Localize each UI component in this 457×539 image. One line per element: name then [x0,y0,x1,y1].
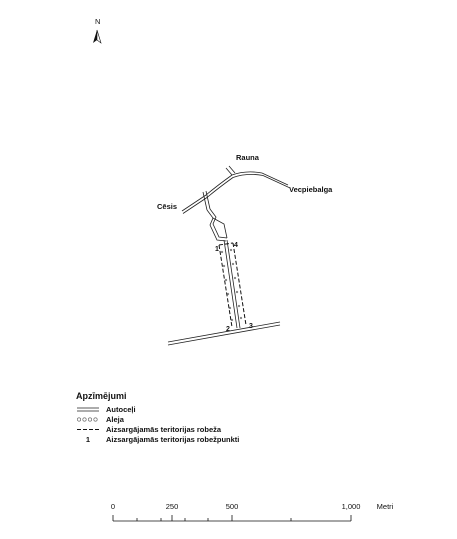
north-label: N [95,17,101,26]
legend-label: Aleja [106,414,124,424]
place-label-rauna: Rauna [236,153,259,162]
dashed-boundary-icon [76,425,100,433]
road-symbol-icon [76,405,100,413]
alley-trees [221,249,242,321]
legend-item-alley [76,414,124,424]
legend-label: Aizsargājamās teritorijas robeža [106,424,222,434]
scale-unit-label: Metri [376,502,394,511]
place-label-vecpiebalga: Vecpiebalga [289,185,333,194]
legend-item-roads [76,404,136,414]
scale-tick-label: 500 [225,502,239,511]
legend-item-boundary [76,424,221,434]
point-number-symbol: 1 [85,435,91,444]
roads [168,166,289,345]
legend-label: Autoceļi [106,404,136,414]
legend-label: Aizsargājamās teritorijas robežpunkti [106,434,240,444]
legend-item-points [76,434,239,444]
boundary-point-2: 2 [226,326,230,333]
legend-title: Apzīmējumi [76,391,127,401]
scale-tick-label: 250 [165,502,179,511]
boundary-point-1: 1 [215,246,219,253]
boundary-point-4: 4 [234,242,238,249]
place-label-cesis: Cēsis [157,202,178,211]
scale-tick-label: 1,000 [341,502,361,511]
north-arrow-icon [93,17,101,43]
alley-symbol-icon [76,415,100,423]
scale-bar [113,515,351,521]
boundary-point-3: 3 [249,323,253,330]
protected-boundary [219,243,246,327]
scale-tick-label: 0 [110,502,116,511]
